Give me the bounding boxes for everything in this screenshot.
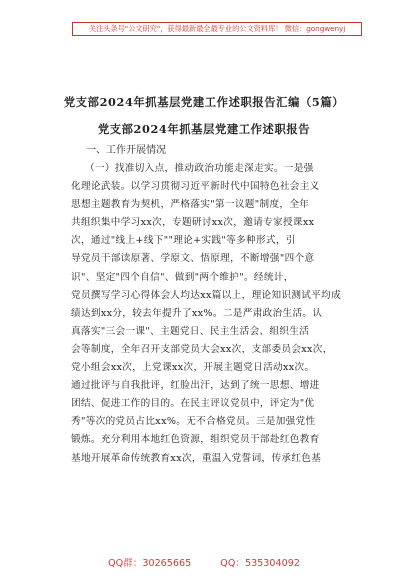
body-line: 思想主题教育为契机，严格落实"第一议题"制度，全年 bbox=[71, 199, 310, 211]
section-title: 党支部2024年抓基层党建工作述职报告 bbox=[97, 122, 311, 136]
body-line: 导党员干部读原著、学原文、悟原理，不断增强"四个意 bbox=[71, 253, 315, 265]
document-title: 党支部2024年抓基层党建工作述职报告汇编（5篇） bbox=[63, 95, 345, 109]
contact-footer bbox=[0, 555, 408, 569]
promo-banner: 关注头条号"公文研究"，获得最新最全最专业的公文资料库！ 微信：gongwenyj bbox=[72, 22, 362, 36]
body-line: 绩达到xx分，较去年提升了xx%。二是严肃政治生活。认 bbox=[71, 307, 323, 319]
body-line: 真落实"三会一课"、主题党日、民主生活会、组织生活 bbox=[71, 325, 310, 337]
body-line: 团结、促进工作的目的。在民主评议党员中，评定为"优 bbox=[71, 398, 315, 410]
body-line: （一）找准切入点，推动政治功能走深走实。一是强 bbox=[85, 163, 314, 174]
body-text bbox=[71, 160, 351, 468]
body-line: 会等制度，全年召开支部党员大会xx次，支部委员会xx次， bbox=[71, 343, 333, 355]
body-line: 党员撰写学习心得体会人均达xx篇以上，理论知识测试平均成 bbox=[71, 289, 342, 301]
body-line: 秀"等次的党员占比xx%。无不合格党员。三是加强党性 bbox=[71, 416, 316, 428]
body-line: 共组织集中学习xx次，专题研讨xx次，邀请专家授课xx bbox=[71, 217, 315, 229]
section-heading: 一、工作开展情况 bbox=[86, 145, 166, 156]
body-line: 化理论武装。以学习贯彻习近平新时代中国特色社会主义 bbox=[71, 181, 320, 193]
qq-contact-label: QQ：535304092 bbox=[220, 558, 300, 569]
body-line: 党小组会xx次，上党课xx次，开展主题党日活动xx次。 bbox=[71, 362, 315, 374]
body-line: 识"、坚定"四个自信"、做到"两个维护"。经统计， bbox=[71, 271, 294, 283]
body-line: 通过批评与自我批评，红脸出汗，达到了统一思想、增进 bbox=[71, 380, 320, 392]
qq-group-label: QQ群：30265665 bbox=[108, 558, 192, 569]
body-line: 次，通过"线上+线下""理论+实践"等多种形式，引 bbox=[71, 235, 296, 247]
body-line: 锻炼。充分利用本地红色资源，组织党员干部赴红色教育 bbox=[71, 434, 320, 446]
body-line: 基地开展革命传统教育xx次，重温入党誓词，传承红色基 bbox=[71, 452, 322, 464]
